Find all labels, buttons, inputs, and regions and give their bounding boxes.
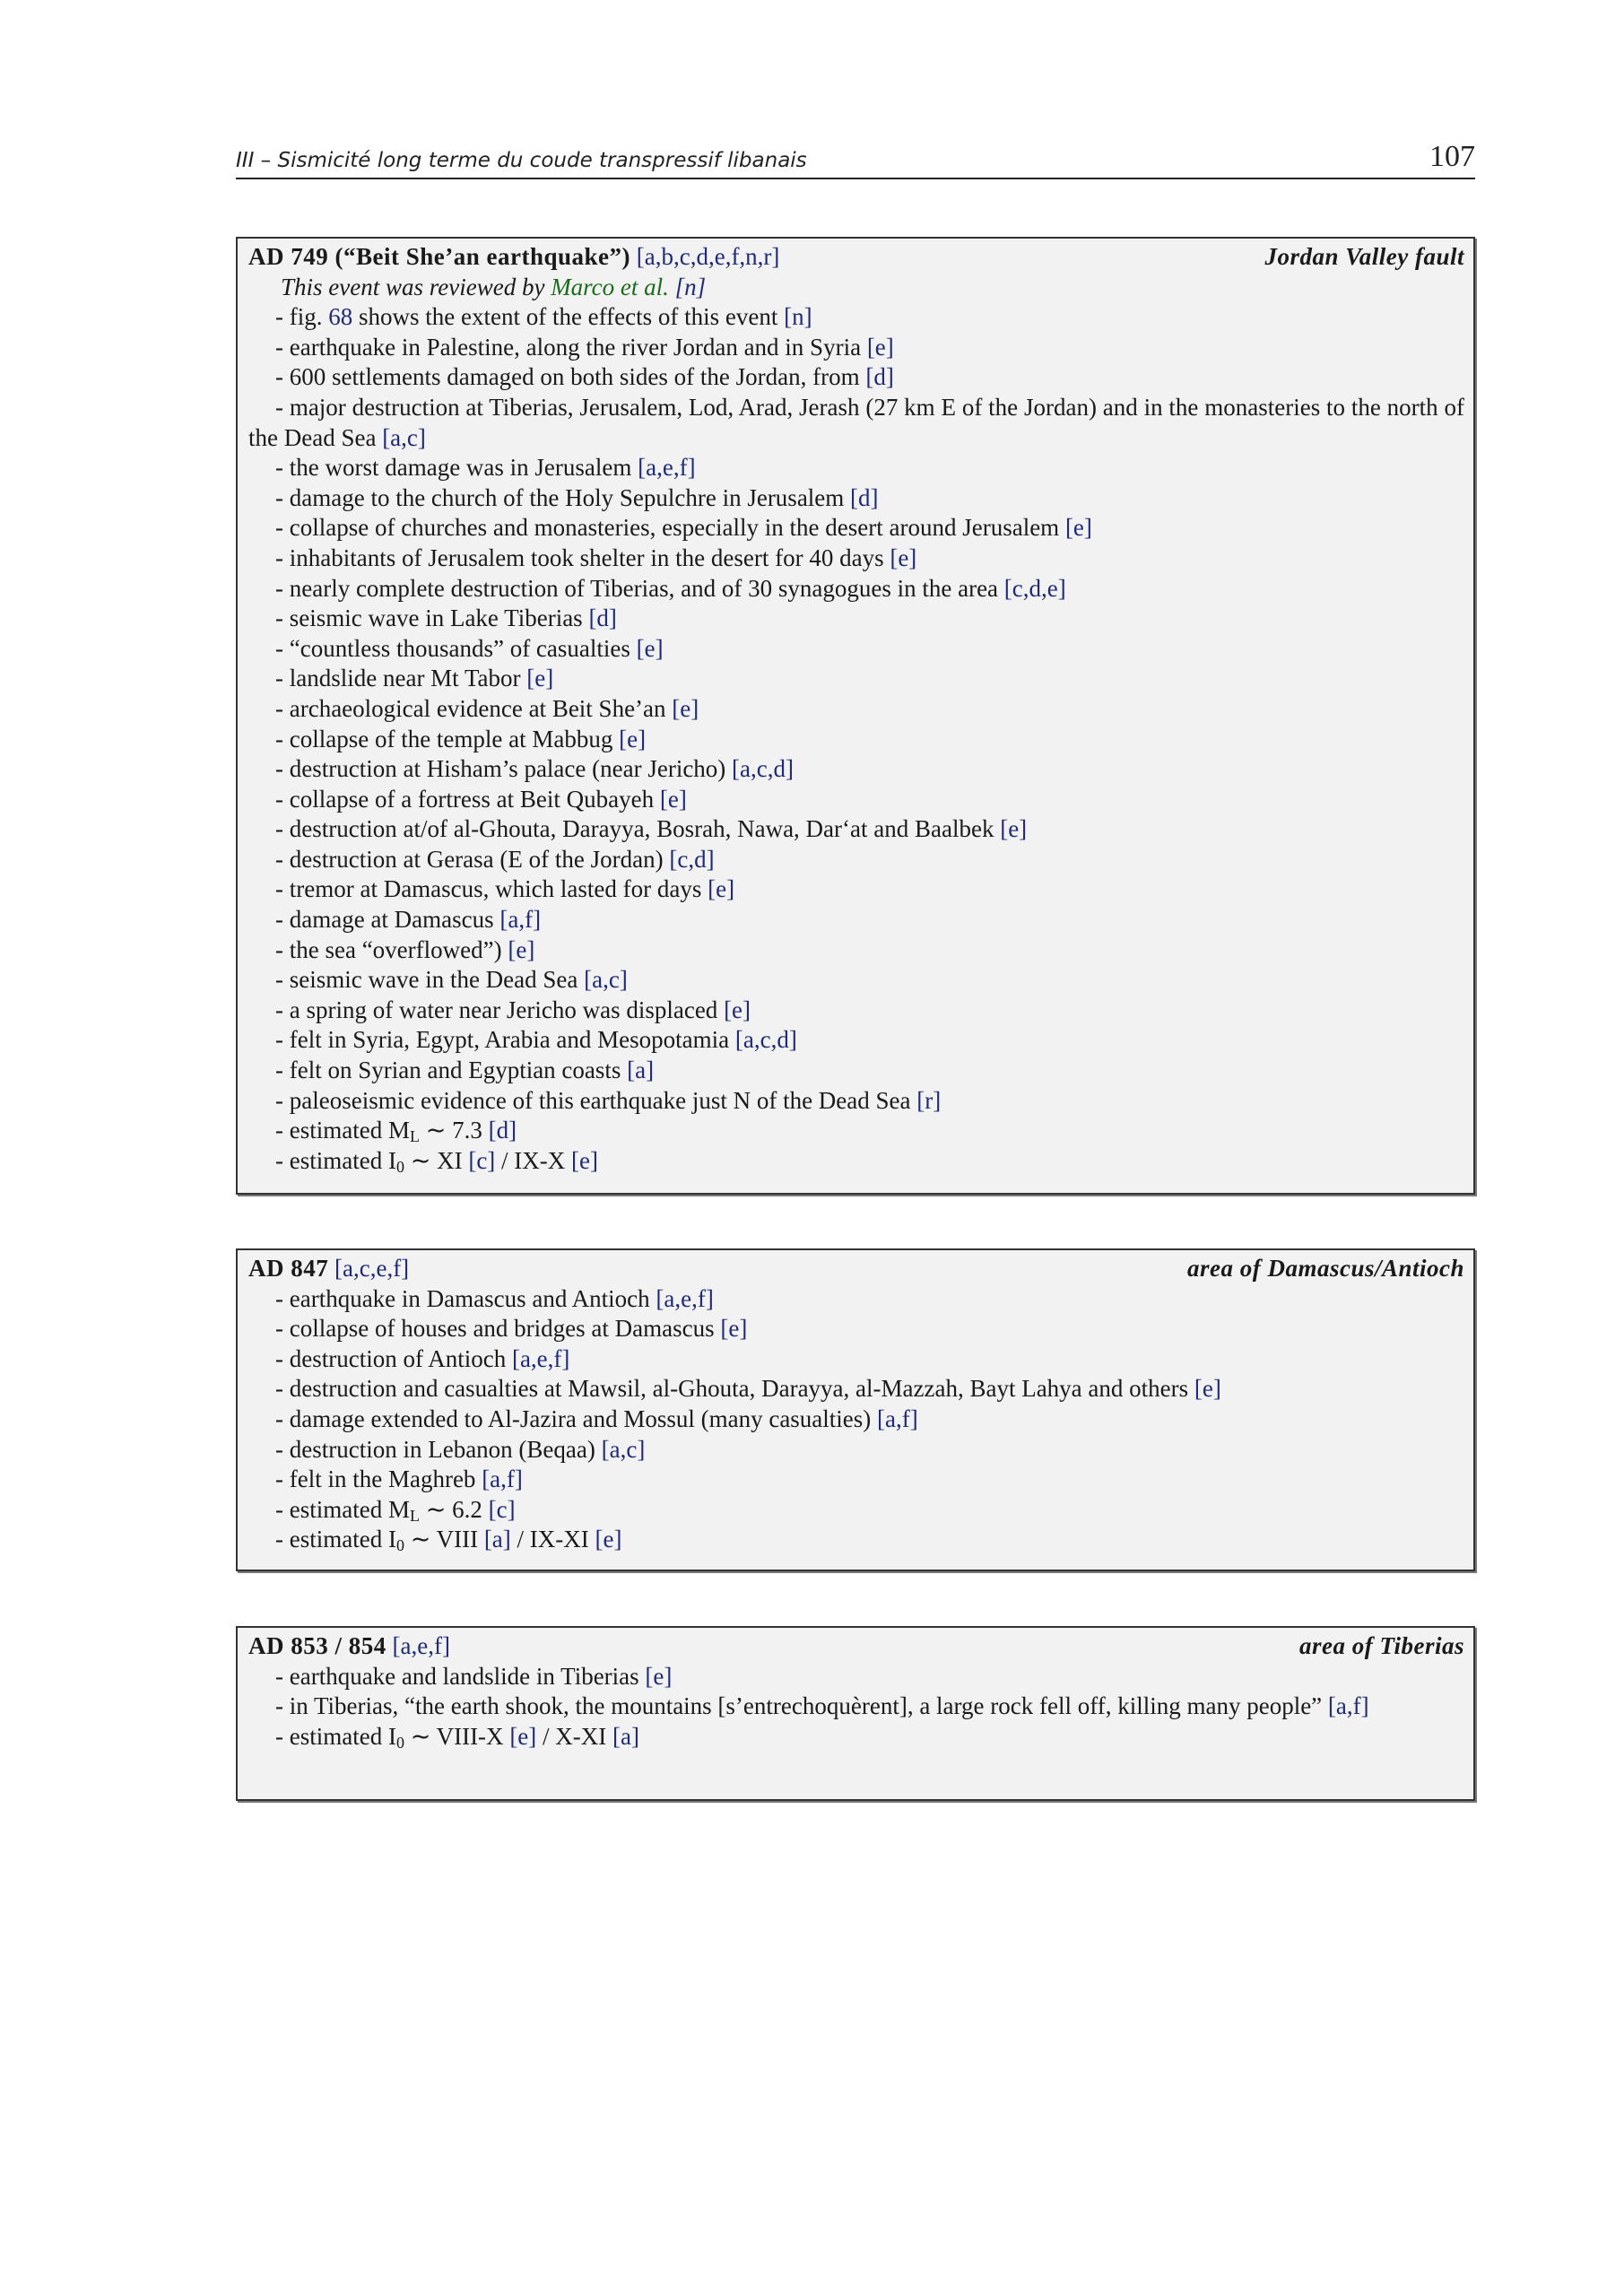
item-text: - inhabitants of Jerusalem took shelter in the desert for 40 days bbox=[275, 544, 890, 571]
item-text: ∼ 6.2 bbox=[419, 1495, 489, 1523]
event-fault: Jordan Valley fault bbox=[1264, 243, 1464, 270]
list-item bbox=[248, 965, 1464, 996]
item-ref[interactable]: [e] bbox=[636, 634, 664, 662]
list-item bbox=[248, 333, 1464, 363]
event-title: AD 847 bbox=[248, 1255, 329, 1282]
item-ref[interactable]: [e] bbox=[672, 694, 699, 722]
note-ref[interactable]: [n] bbox=[674, 273, 707, 300]
subscript: 0 bbox=[395, 1536, 404, 1555]
list-item bbox=[248, 905, 1464, 935]
subscript: 0 bbox=[395, 1157, 404, 1176]
item-text: / IX-XI bbox=[510, 1526, 595, 1553]
chapter-title: III – Sismicité long terme du coude transpressif libanais bbox=[236, 149, 807, 172]
list-item bbox=[248, 1692, 1464, 1722]
item-text: - major destruction at Tiberias, Jerusalem, Lod, Arad, Jerash (27 km E of the Jordan) and in the monasteries to the north of the Dead Sea bbox=[248, 393, 1464, 451]
list-item bbox=[248, 874, 1464, 905]
item-text: - 600 settlements damaged on both sides of the Jordan, from bbox=[275, 363, 866, 391]
list-item bbox=[248, 725, 1464, 755]
figure-link[interactable]: 68 bbox=[328, 303, 353, 331]
event-heading bbox=[248, 242, 1464, 273]
item-ref[interactable]: [a,c] bbox=[382, 423, 426, 451]
item-ref[interactable]: [e] bbox=[866, 333, 894, 361]
list-item bbox=[248, 754, 1464, 785]
item-ref[interactable]: [e] bbox=[526, 665, 554, 692]
list-item bbox=[248, 544, 1464, 574]
item-text: - destruction in Lebanon (Beqaa) bbox=[275, 1435, 602, 1463]
list-item bbox=[248, 1284, 1464, 1315]
list-item bbox=[248, 302, 1464, 333]
item-text: - destruction and casualties at Mawsil, al-Ghouta, Darayya, al-Mazzah, Bayt Lahya and others bbox=[275, 1375, 1194, 1403]
item-ref[interactable]: [d] bbox=[865, 363, 894, 391]
item-ref[interactable]: [e] bbox=[1000, 815, 1028, 843]
subscript: L bbox=[409, 1127, 420, 1146]
item-text: - earthquake in Palestine, along the river Jordan and in Syria bbox=[275, 333, 867, 361]
item-ref[interactable]: [e] bbox=[1194, 1375, 1221, 1403]
list-item bbox=[248, 453, 1464, 483]
item-text: - collapse of houses and bridges at Damascus bbox=[275, 1315, 721, 1343]
item-text: - archaeological evidence at Beit She’an bbox=[275, 694, 673, 722]
item-text: - a spring of water near Jericho was displaced bbox=[275, 996, 725, 1023]
item-ref[interactable]: [a,e,f] bbox=[511, 1344, 570, 1372]
item-ref[interactable]: [a,c] bbox=[601, 1435, 646, 1463]
list-item bbox=[248, 996, 1464, 1026]
item-text: - collapse of the temple at Mabbug bbox=[275, 725, 620, 752]
item-ref[interactable]: [c] bbox=[468, 1146, 496, 1174]
item-text: - destruction at Hisham’s palace (near Jericho) bbox=[275, 755, 733, 783]
item-text: shows the extent of the effects of this event bbox=[352, 303, 785, 331]
subscript: 0 bbox=[395, 1733, 404, 1752]
item-text: - damage to the church of the Holy Sepulchre in Jerusalem bbox=[275, 483, 851, 511]
item-text: - felt in Syria, Egypt, Arabia and Mesopotamia bbox=[275, 1026, 735, 1054]
list-item bbox=[248, 1344, 1464, 1375]
item-ref[interactable]: [e] bbox=[619, 725, 647, 752]
list-item bbox=[248, 1146, 1464, 1177]
list-item bbox=[248, 1056, 1464, 1086]
item-ref[interactable]: [a,c,d] bbox=[734, 1026, 797, 1054]
item-ref[interactable]: [e] bbox=[571, 1146, 598, 1174]
list-item bbox=[248, 935, 1464, 966]
item-ref[interactable]: [c] bbox=[488, 1495, 516, 1523]
item-ref[interactable]: [a,c,d] bbox=[732, 755, 794, 783]
item-text: / IX-X bbox=[495, 1146, 572, 1174]
event-heading bbox=[248, 1631, 1464, 1662]
review-note bbox=[248, 273, 1464, 303]
item-text: - felt on Syrian and Egyptian coasts bbox=[275, 1057, 628, 1084]
item-text: - seismic wave in Lake Tiberias bbox=[275, 604, 589, 632]
list-item bbox=[248, 785, 1464, 815]
item-text: - destruction of Antioch bbox=[275, 1344, 512, 1372]
item-ref[interactable]: [d] bbox=[488, 1117, 517, 1144]
item-ref[interactable]: [e] bbox=[1064, 514, 1092, 542]
item-text: - in Tiberias, “the earth shook, the mountains [s’entrechoquèrent], a large rock fell off, killing many people” bbox=[275, 1692, 1328, 1720]
item-text: - damage at Damascus bbox=[275, 906, 500, 934]
event-refs[interactable]: [a,e,f] bbox=[392, 1632, 450, 1659]
item-ref[interactable]: [e] bbox=[890, 544, 917, 571]
list-item bbox=[248, 814, 1464, 845]
list-item bbox=[248, 1662, 1464, 1692]
item-text: - estimated M bbox=[275, 1495, 410, 1523]
list-item bbox=[248, 483, 1464, 514]
item-text: - seismic wave in the Dead Sea bbox=[275, 966, 585, 994]
event-heading bbox=[248, 1254, 1464, 1284]
item-text: - “countless thousands” of casualties bbox=[275, 634, 637, 662]
page-number: 107 bbox=[1429, 140, 1475, 173]
event-refs[interactable]: [a,b,c,d,e,f,n,r] bbox=[636, 243, 780, 270]
list-item bbox=[248, 694, 1464, 725]
list-item bbox=[248, 1374, 1464, 1405]
item-text: - collapse of a fortress at Beit Qubayeh bbox=[275, 785, 660, 813]
item-ref[interactable]: [d] bbox=[588, 604, 617, 632]
list-item bbox=[248, 664, 1464, 694]
list-item bbox=[248, 1525, 1464, 1555]
item-ref[interactable]: [a,f] bbox=[1327, 1692, 1369, 1720]
list-item bbox=[248, 1495, 1464, 1526]
item-ref[interactable]: [e] bbox=[645, 1662, 673, 1690]
item-ref[interactable]: [r] bbox=[916, 1086, 942, 1114]
item-text: - fig. bbox=[275, 303, 329, 331]
event-title: AD 853 / 854 bbox=[248, 1632, 386, 1659]
item-text: - estimated I bbox=[275, 1526, 396, 1553]
item-ref[interactable]: [a,e,f] bbox=[656, 1284, 714, 1312]
list-item bbox=[248, 574, 1464, 604]
event-refs[interactable]: [a,c,e,f] bbox=[334, 1255, 410, 1282]
list-item bbox=[248, 513, 1464, 544]
note-prefix: This event was reviewed by bbox=[281, 273, 551, 300]
item-text: ∼ VIII-X bbox=[404, 1722, 510, 1750]
item-text: / X-XI bbox=[536, 1722, 613, 1750]
item-text: - the sea “overflowed”) bbox=[275, 935, 508, 963]
list-item bbox=[248, 393, 1464, 453]
list-item bbox=[248, 634, 1464, 665]
item-ref[interactable]: [e] bbox=[720, 1315, 748, 1343]
page-header bbox=[236, 135, 1475, 179]
item-ref[interactable]: [e] bbox=[595, 1526, 622, 1553]
list-item bbox=[248, 1025, 1464, 1056]
event-box-ad749 bbox=[236, 237, 1475, 1195]
item-text: - collapse of churches and monasteries, especially in the desert around Jerusalem bbox=[275, 514, 1065, 542]
item-text: ∼ XI bbox=[404, 1146, 469, 1174]
event-fault: area of Tiberias bbox=[1299, 1632, 1464, 1659]
list-item bbox=[248, 1722, 1464, 1752]
item-text: - estimated M bbox=[275, 1117, 410, 1144]
list-item bbox=[248, 604, 1464, 634]
item-text: - estimated I bbox=[275, 1722, 396, 1750]
list-item bbox=[248, 1435, 1464, 1465]
author-link[interactable]: Marco et al. bbox=[551, 273, 669, 300]
list-item bbox=[248, 1405, 1464, 1435]
item-ref[interactable]: [c,d] bbox=[669, 845, 715, 873]
item-ref[interactable]: [d] bbox=[850, 483, 879, 511]
item-ref[interactable]: [e] bbox=[508, 935, 535, 963]
item-text: - earthquake in Damascus and Antioch bbox=[275, 1284, 656, 1312]
item-ref[interactable]: [e] bbox=[509, 1722, 537, 1750]
item-text: - landslide near Mt Tabor bbox=[275, 665, 527, 692]
list-item bbox=[248, 1465, 1464, 1495]
subscript: L bbox=[409, 1506, 420, 1525]
item-ref[interactable]: [a] bbox=[627, 1057, 655, 1084]
event-fault: area of Damascus/Antioch bbox=[1186, 1255, 1464, 1282]
item-text: - tremor at Damascus, which lasted for days bbox=[275, 875, 708, 903]
item-text: ∼ 7.3 bbox=[419, 1117, 489, 1144]
item-ref[interactable]: [a] bbox=[612, 1722, 639, 1750]
event-title: AD 749 (“Beit She’an earthquake”) bbox=[248, 243, 630, 270]
item-ref[interactable]: [e] bbox=[708, 875, 735, 903]
list-item bbox=[248, 1086, 1464, 1117]
item-text: ∼ VIII bbox=[404, 1526, 484, 1553]
item-ref[interactable]: [a,c] bbox=[584, 966, 628, 994]
event-box-ad853 bbox=[236, 1626, 1475, 1801]
list-item bbox=[248, 362, 1464, 393]
item-text: - destruction at/of al-Ghouta, Darayya, Bosrah, Nawa, Dar‘at and Baalbek bbox=[275, 815, 1001, 843]
item-ref[interactable]: [a,f] bbox=[482, 1465, 523, 1493]
item-text: - felt in the Maghreb bbox=[275, 1465, 482, 1493]
list-item bbox=[248, 845, 1464, 875]
item-ref[interactable]: [n] bbox=[784, 303, 812, 331]
item-text: - earthquake and landslide in Tiberias bbox=[275, 1662, 646, 1690]
item-text: - nearly complete destruction of Tiberias, and of 30 synagogues in the area bbox=[275, 574, 1004, 602]
item-text: - paleoseismic evidence of this earthquake just N of the Dead Sea bbox=[275, 1086, 917, 1114]
list-item bbox=[248, 1116, 1464, 1146]
item-ref[interactable]: [a,e,f] bbox=[638, 454, 696, 482]
list-item bbox=[248, 1314, 1464, 1344]
event-box-ad847 bbox=[236, 1248, 1475, 1571]
item-ref[interactable]: [a,f] bbox=[499, 906, 542, 934]
item-text: - estimated I bbox=[275, 1146, 396, 1174]
item-ref[interactable]: [a] bbox=[483, 1526, 511, 1553]
item-text: - the worst damage was in Jerusalem bbox=[275, 454, 638, 482]
item-ref[interactable]: [c,d,e] bbox=[1003, 574, 1066, 602]
item-text: - damage extended to Al-Jazira and Mossul (many casualties) bbox=[275, 1405, 878, 1432]
item-text: - destruction at Gerasa (E of the Jordan) bbox=[275, 845, 670, 873]
item-ref[interactable]: [a,f] bbox=[877, 1405, 918, 1432]
item-ref[interactable]: [e] bbox=[724, 996, 751, 1023]
item-ref[interactable]: [e] bbox=[659, 785, 687, 813]
